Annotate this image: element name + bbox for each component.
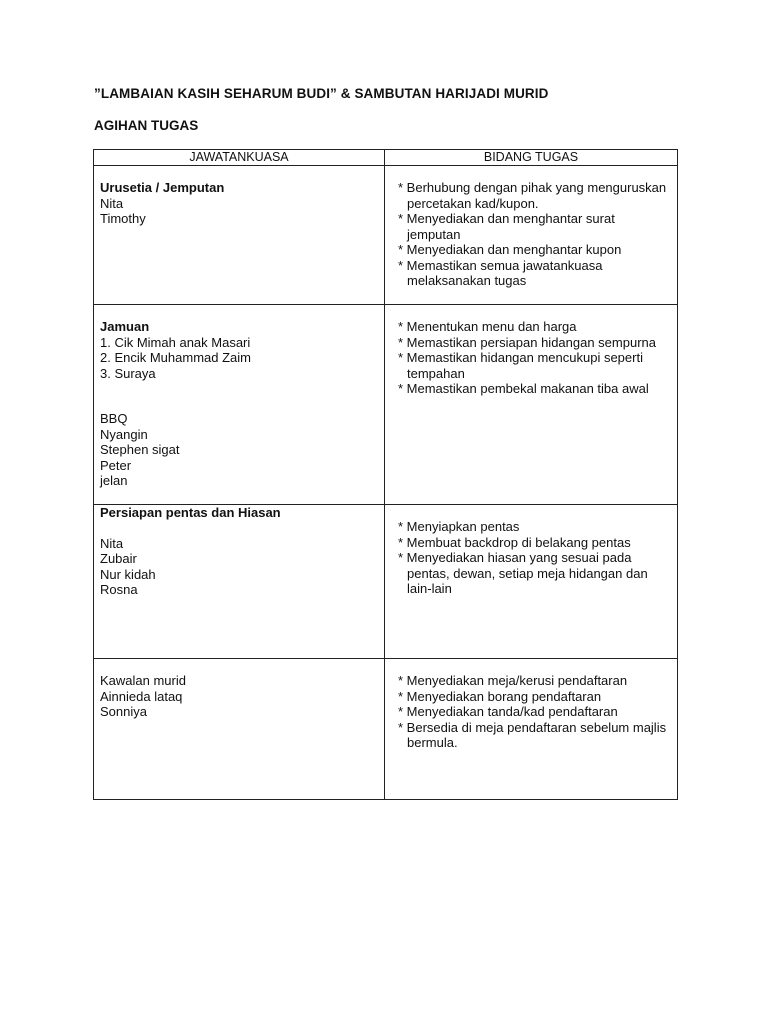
tasks-cell — [385, 166, 678, 305]
task-item: * Menyediakan meja/kerusi pendaftaran — [398, 673, 628, 688]
header-tasks: BIDANG TUGAS — [385, 150, 678, 166]
committee-member: Zubair — [100, 551, 137, 566]
committee-member: Rosna — [100, 582, 138, 597]
table-row — [94, 305, 678, 505]
document-title: ”LAMBAIAN KASIH SEHARUM BUDI” & SAMBUTAN HARIJADI MURID — [94, 86, 549, 101]
task-item: * Menyediakan borang pendaftaran — [398, 688, 602, 704]
task-item: * Memastikan semua jawatankuasa melaksanakan tugas — [398, 257, 603, 288]
committee-cell — [94, 305, 385, 505]
task-item: * Membuat backdrop di belakang pentas — [398, 534, 631, 550]
document-subtitle: AGIHAN TUGAS — [94, 118, 199, 133]
committee-member: 3. Suraya — [100, 365, 156, 381]
committee-member: 2. Encik Muhammad Zaim — [100, 350, 251, 365]
committee-member: Nita — [100, 195, 124, 211]
committee-cell — [94, 659, 385, 800]
task-item: * Menyediakan dan menghantar kupon — [398, 242, 622, 257]
committee-member: Stephen sigat — [100, 442, 180, 457]
tasks-cell — [385, 505, 678, 659]
task-item: * Memastikan persiapan hidangan sempurna — [398, 334, 656, 350]
task-item: * Berhubung dengan pihak yang menguruskan percetakan kad/kupon. — [398, 180, 667, 211]
spacer — [100, 521, 378, 536]
table-row — [94, 166, 678, 305]
task-item: * Memastikan hidangan mencukupi seperti tempahan — [398, 350, 643, 381]
header-committee: JAWATANKUASA — [94, 150, 385, 166]
committee-heading: Kawalan murid — [100, 673, 186, 688]
table-row — [94, 659, 678, 800]
committee-heading: Persiapan pentas dan Hiasan — [100, 505, 281, 520]
table-header-row — [94, 150, 678, 166]
committee-cell — [94, 505, 385, 659]
committee-member: Nur kidah — [100, 566, 156, 582]
committee-member: Sonniya — [100, 704, 147, 719]
committee-cell — [94, 166, 385, 305]
task-item: * Memastikan pembekal makanan tiba awal — [398, 381, 649, 396]
committee-member: Timothy — [100, 211, 146, 226]
tasks-cell — [385, 659, 678, 800]
spacer — [100, 381, 378, 411]
task-item: * Menyediakan hiasan yang sesuai pada pentas, dewan, setiap meja hidangan dan lain-lain — [398, 550, 648, 596]
task-item: * Menyediakan tanda/kad pendaftaran — [398, 704, 618, 719]
table-row — [94, 505, 678, 659]
committee-heading: Urusetia / Jemputan — [100, 180, 225, 195]
task-item: * Menyiapkan pentas — [398, 519, 520, 534]
task-item: * Menentukan menu dan harga — [398, 319, 577, 334]
task-item: * Bersedia di meja pendaftaran sebelum majlis bermula. — [398, 719, 667, 750]
duty-assignment-table — [93, 149, 678, 800]
committee-member: jelan — [100, 473, 128, 488]
committee-member: Ainnieda lataq — [100, 688, 183, 704]
tasks-cell — [385, 305, 678, 505]
committee-member: BBQ — [100, 411, 128, 426]
committee-member: 1. Cik Mimah anak Masari — [100, 334, 251, 350]
committee-member: Nyangin — [100, 426, 148, 442]
task-item: * Menyediakan dan menghantar surat jemputan — [398, 211, 615, 242]
committee-member: Nita — [100, 535, 124, 551]
committee-member: Peter — [100, 457, 132, 473]
committee-heading: Jamuan — [100, 319, 150, 334]
